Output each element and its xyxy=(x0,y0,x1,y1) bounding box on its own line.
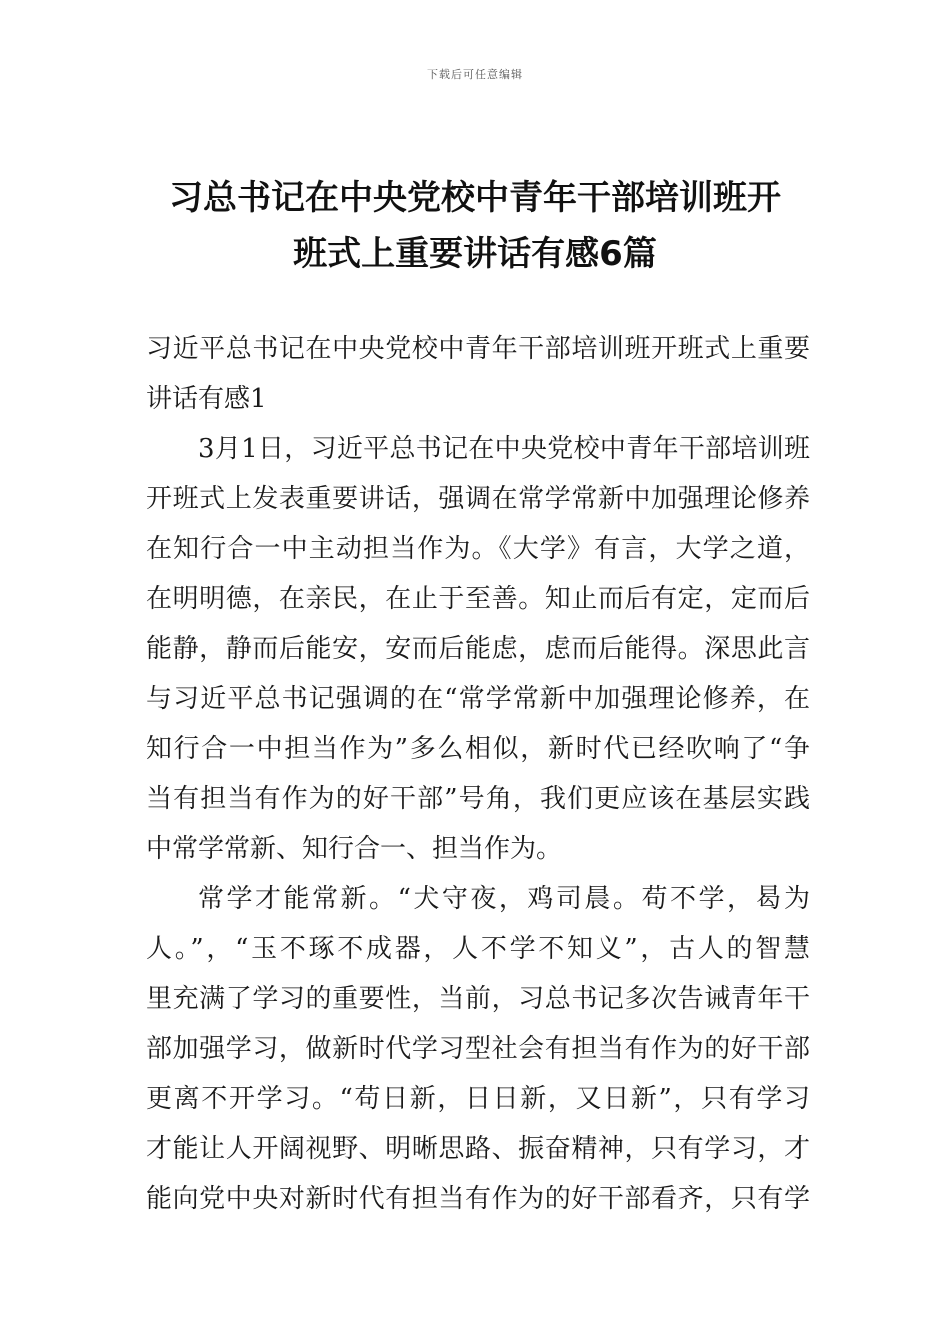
paragraph-1-line: 与习近平总书记强调的在“常学常新中加强理论修养，在 xyxy=(146,684,810,714)
section-heading-line-2: 讲话有感1 xyxy=(146,384,267,414)
paragraph-1-line: 在明明德，在亲民，在止于至善。知止而后有定，定而后 xyxy=(146,584,810,614)
document-body xyxy=(146,324,810,1224)
paragraph-2-line: 更离不开学习。“苟日新，日日新，又日新”，只有学习 xyxy=(146,1084,810,1114)
document-title xyxy=(0,170,950,282)
paragraph-2-line: 能向党中央对新时代有担当有作为的好干部看齐，只有学 xyxy=(146,1184,810,1214)
paragraph-1-line: 知行合一中担当作为”多么相似，新时代已经吹响了“争 xyxy=(146,734,810,764)
paragraph-2-line: 常学才能常新。“犬守夜，鸡司晨。苟不学，曷为 xyxy=(198,884,810,914)
section-heading-line-1: 习近平总书记在中央党校中青年干部培训班开班式上重要 xyxy=(146,334,810,364)
paragraph-2-line: 部加强学习，做新时代学习型社会有担当有作为的好干部 xyxy=(146,1034,810,1064)
paragraph-1-line: 能静，静而后能安，安而后能虑，虑而后能得。深思此言 xyxy=(146,634,810,664)
paragraph-2 xyxy=(146,874,810,1224)
header-note: 下载后可任意编辑 xyxy=(427,68,523,81)
paragraph-1-line: 当有担当有作为的好干部”号角，我们更应该在基层实践 xyxy=(146,784,810,814)
paragraph-1 xyxy=(146,424,810,874)
document-title-line-1: 习总书记在中央党校中青年干部培训班开 xyxy=(169,178,781,218)
paragraph-2-line: 人。”，“玉不琢不成器，人不学不知义”，古人的智慧 xyxy=(146,934,810,964)
paragraph-1-line: 中常学常新、知行合一、担当作为。 xyxy=(146,834,563,864)
paragraph-2-line: 里充满了学习的重要性，当前，习总书记多次告诫青年干 xyxy=(146,984,810,1014)
paragraph-2-line: 才能让人开阔视野、明晰思路、振奋精神，只有学习，才 xyxy=(146,1134,810,1164)
document-title-line-2: 班式上重要讲话有感6篇 xyxy=(293,234,657,274)
paragraph-1-line: 开班式上发表重要讲话，强调在常学常新中加强理论修养 xyxy=(146,484,810,514)
paragraph-1-line: 在知行合一中主动担当作为。《大学》有言，大学之道， xyxy=(146,534,810,564)
paragraph-1-line: 3月1日，习近平总书记在中央党校中青年干部培训班 xyxy=(198,434,810,464)
